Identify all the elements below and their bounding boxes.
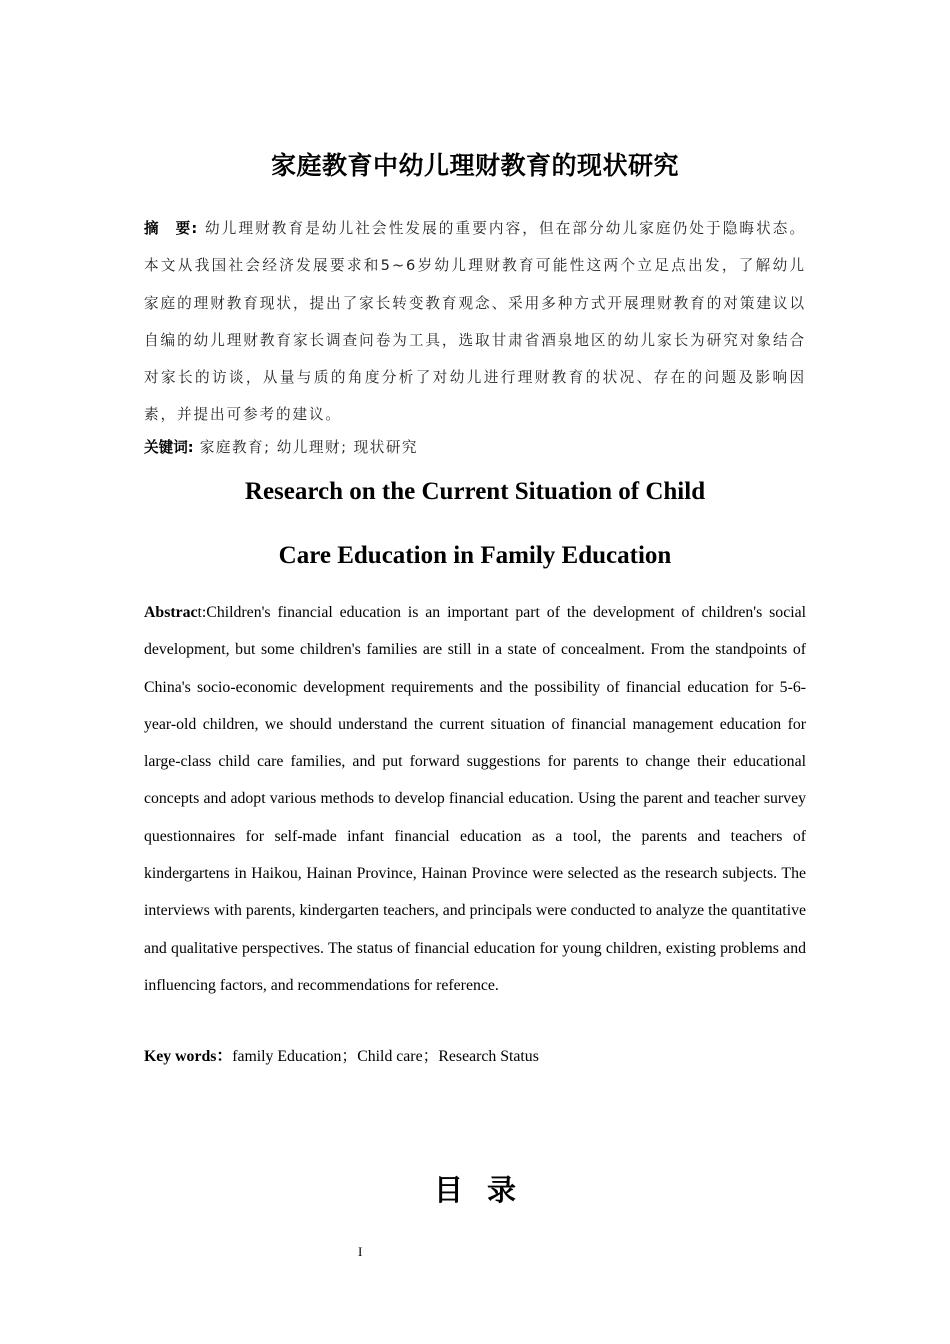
- chinese-abstract-label: 摘 要:: [144, 220, 199, 237]
- chinese-keywords: [144, 434, 806, 462]
- chinese-abstract-text: 幼儿理财教育是幼儿社会性发展的重要内容，但在部分幼儿家庭仍处于隐晦状态。本文从我国社会经济发展要求和5~6岁幼儿理财教育可能性这两个立足点出发，了解幼儿家庭的理财教育现状，提出了家长转变教育观念、采用多种方式开展理财教育的对策建议以自编的幼儿理财教育家长调查问卷为工具，选取甘肃省酒泉地区的幼儿家长为研究对象结合对家长的访谈，从量与质的角度分析了对幼儿进行理财教育的状况、存在的问题及影响因素，并提出可参考的建议。: [144, 220, 806, 424]
- english-keywords-label: Key words：: [144, 1048, 233, 1065]
- chinese-keywords-text: 家庭教育; 幼儿理财; 现状研究: [193, 439, 419, 456]
- english-abstract-label: Abstrac: [144, 604, 198, 621]
- english-title-line-2: Care Education in Family Education: [278, 542, 672, 569]
- english-keywords-text: family Education；Child care；Research Status: [232, 1048, 539, 1065]
- english-abstract: [144, 594, 806, 1004]
- english-keywords: [144, 1043, 806, 1071]
- english-title-line-1: Research on the Current Situation of Child: [244, 478, 706, 505]
- page-number: I: [358, 1244, 363, 1259]
- chinese-abstract: [144, 210, 806, 434]
- table-of-contents-heading: 目录: [433, 1173, 540, 1207]
- chinese-keywords-label: 关键词:: [144, 439, 194, 456]
- english-abstract-text: t:Children's financial education is an important part of the development of children's social development, but some children's families are still in a state of concealment. From the standpoints of China's socio-economic development requirements and the possibility of financial education for 5-6-year-old children, we should understand the current situation of financial management education for large-class child care families, and put forward suggestions for parents to change their educational concepts and adopt various methods to develop financial education. Using the parent and teacher survey questionnaires for self-made infant financial education as a tool, the parents and teachers of kindergartens in Haikou, Hainan Province, Hainan Province were selected as the research subjects. The interviews with parents, kindergarten teachers, and principals were conducted to analyze the quantitative and qualitative perspectives. The status of financial education for young children, existing problems and influencing factors, and recommendations for reference.: [144, 604, 806, 994]
- chinese-title: 家庭教育中幼儿理财教育的现状研究: [270, 151, 679, 180]
